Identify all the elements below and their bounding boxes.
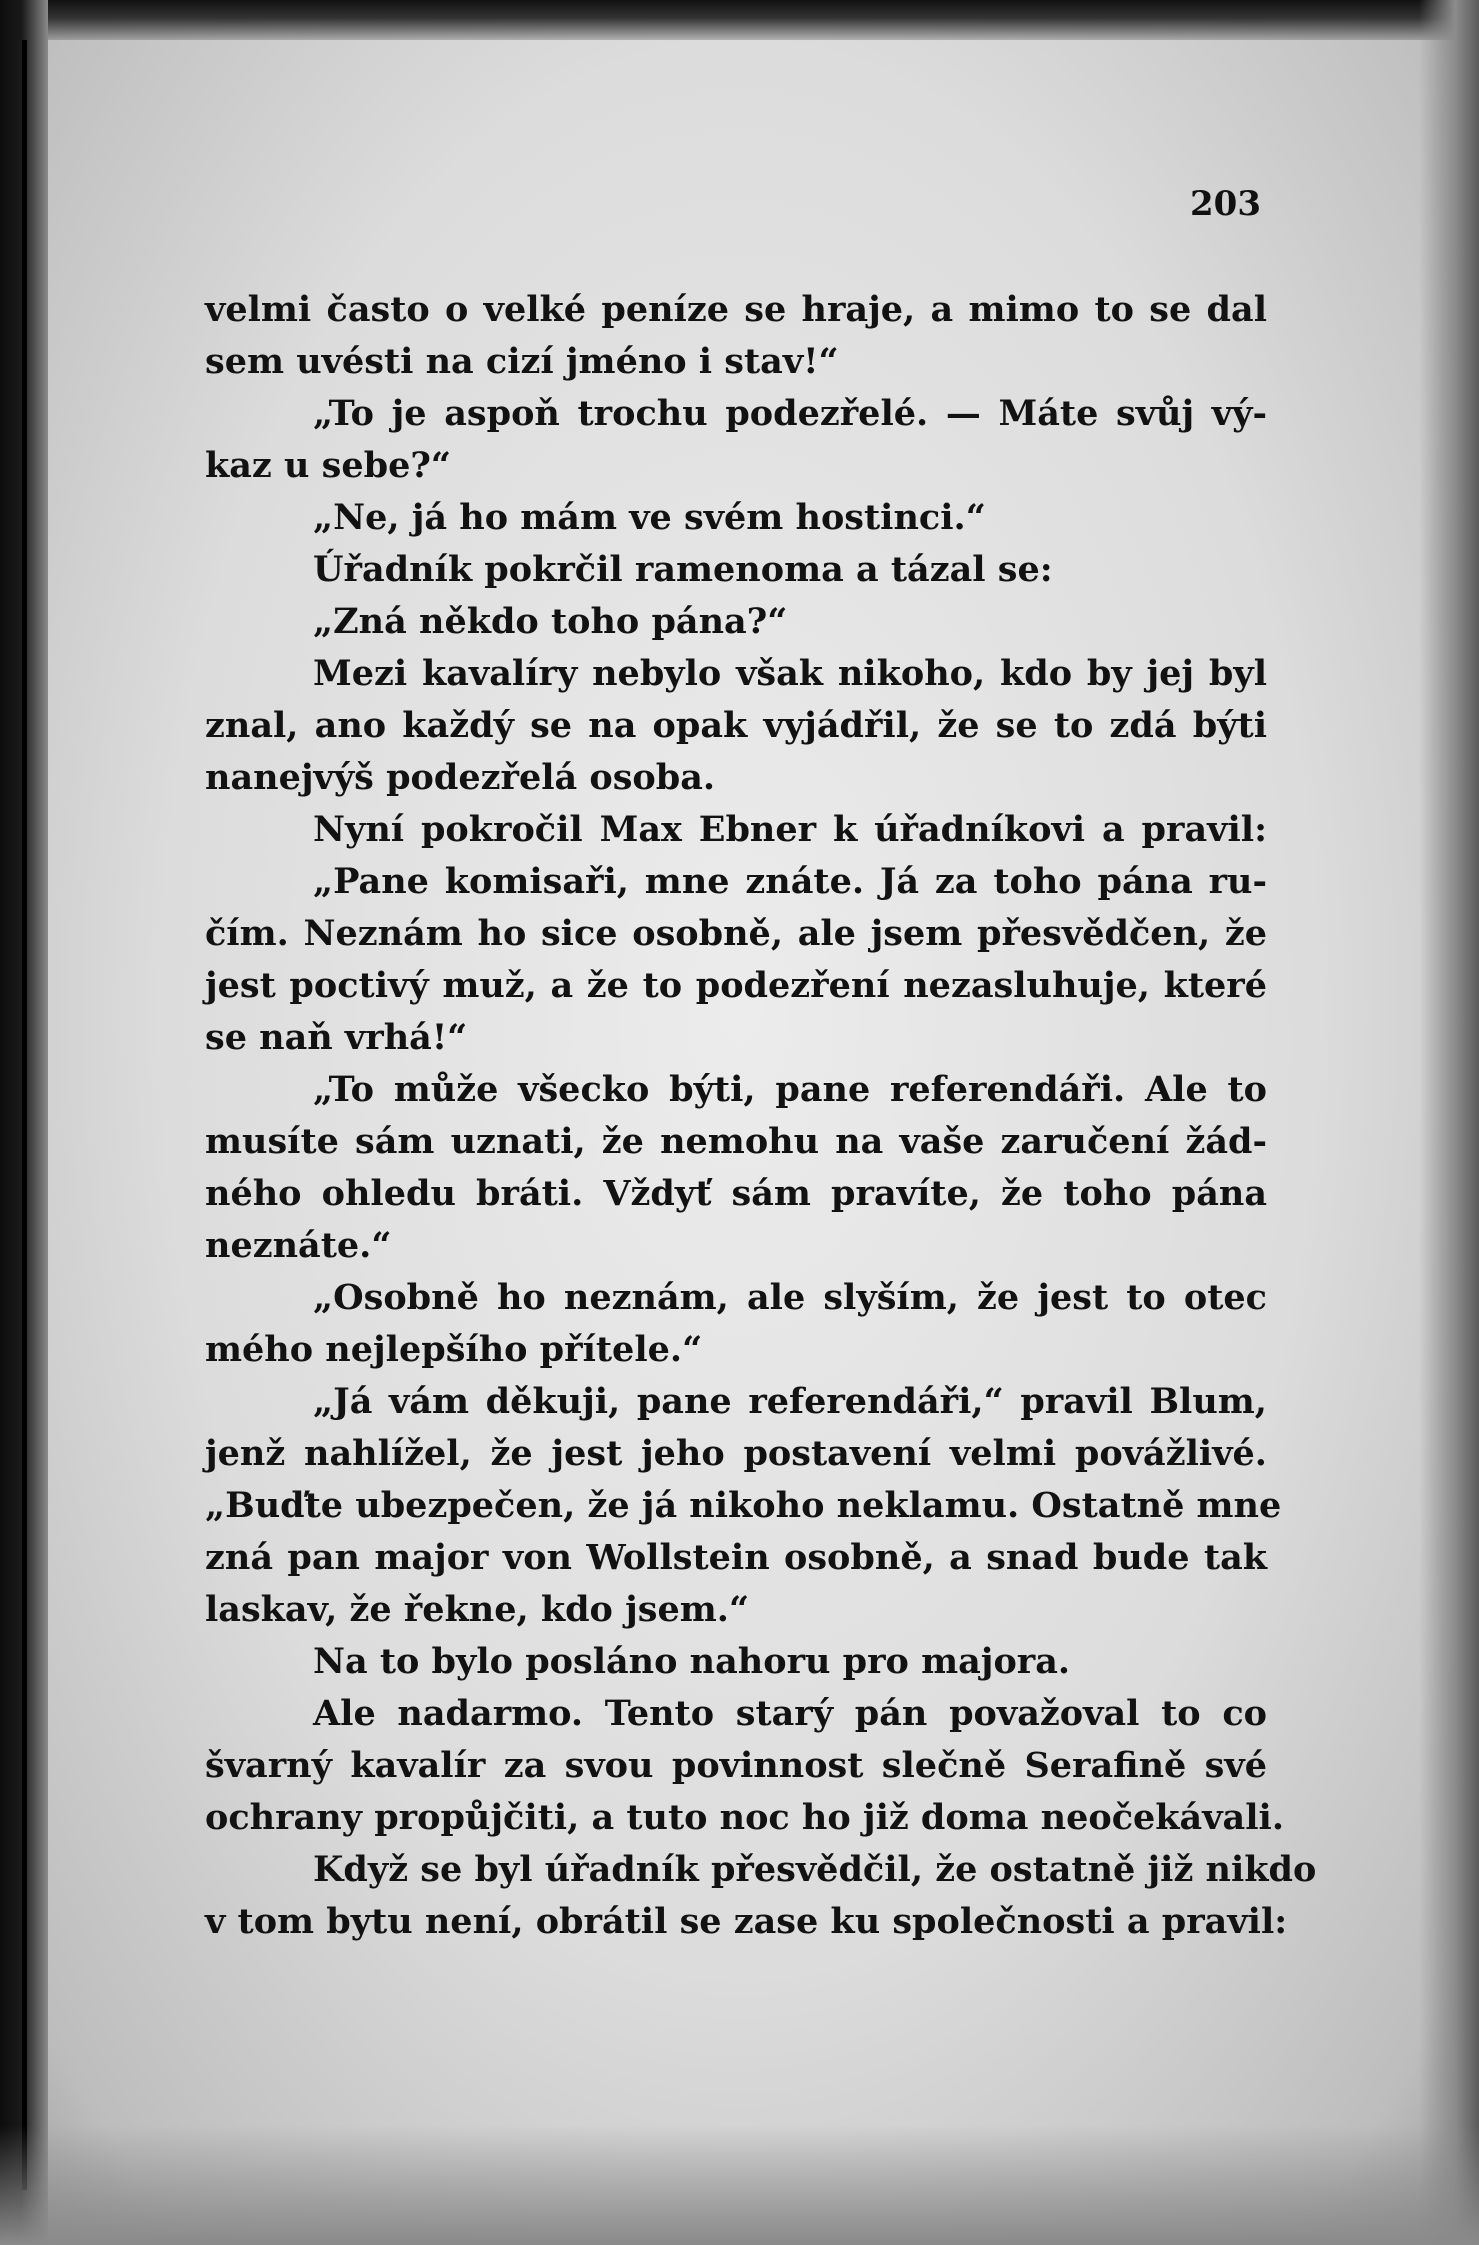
page-number: 203 bbox=[1190, 184, 1261, 224]
text-line: „To je aspoň trochu podezřelé. — Máte svůj vý- bbox=[313, 393, 1267, 434]
text-line: znal, ano každý se na opak vyjádřil, že se to zdá býti bbox=[205, 705, 1267, 746]
text-line: Nyní pokročil Max Ebner k úřadníkovi a pravil: bbox=[313, 809, 1267, 850]
text-line: švarný kavalír za svou povinnost slečně Serafině své bbox=[205, 1745, 1267, 1786]
scan-shadow-right bbox=[1419, 0, 1479, 2245]
text-line: jenž nahlížel, že jest jeho postavení velmi povážlivé. bbox=[205, 1433, 1267, 1474]
book-spine-edge bbox=[22, 40, 27, 2190]
text-line: Na to bylo posláno nahoru pro majora. bbox=[313, 1641, 1071, 1682]
text-line: sem uvésti na cizí jméno i stav!“ bbox=[205, 341, 839, 382]
text-line: „Osobně ho neznám, ale slyším, že jest to otec bbox=[313, 1277, 1267, 1318]
scan-shadow-top bbox=[0, 0, 1479, 40]
text-line: neznáte.“ bbox=[205, 1225, 392, 1266]
text-line: mého nejlepšího přítele.“ bbox=[205, 1329, 703, 1370]
text-line: Když se byl úřadník přesvědčil, že ostatně již nikdo bbox=[313, 1849, 1317, 1890]
text-line: musíte sám uznati, že nemohu na vaše zaručení žád- bbox=[205, 1121, 1267, 1162]
text-line: velmi často o velké peníze se hraje, a mimo to se dal bbox=[205, 289, 1267, 330]
scan-shadow-bottom bbox=[0, 2125, 1479, 2245]
text-line: „Já vám děkuji, pane referendáři,“ pravil Blum, bbox=[313, 1381, 1267, 1422]
text-line: v tom bytu není, obrátil se zase ku společnosti a pravil: bbox=[205, 1901, 1288, 1942]
text-line: Úřadník pokrčil ramenoma a tázal se: bbox=[313, 549, 1053, 590]
text-line: ného ohledu bráti. Vždyť sám pravíte, že toho pána bbox=[205, 1173, 1267, 1214]
text-line: „Ne, já ho mám ve svém hostinci.“ bbox=[313, 497, 986, 538]
text-line: „Pane komisaři, mne znáte. Já za toho pána ru- bbox=[313, 861, 1267, 902]
text-line: se naň vrhá!“ bbox=[205, 1017, 468, 1058]
text-line: jest poctivý muž, a že to podezření nezasluhuje, které bbox=[205, 965, 1267, 1006]
text-line: Ale nadarmo. Tento starý pán považoval to co bbox=[313, 1693, 1267, 1734]
text-line: nanejvýš podezřelá osoba. bbox=[205, 757, 716, 798]
body-text bbox=[205, 284, 1317, 1948]
text-line: zná pan major von Wollstein osobně, a snad bude tak bbox=[205, 1537, 1267, 1578]
text-line: kaz u sebe?“ bbox=[205, 445, 451, 486]
text-line: „Buďte ubezpečen, že já nikoho neklamu. Ostatně mne bbox=[205, 1485, 1282, 1526]
text-line: „To může všecko býti, pane referendáři. Ale to bbox=[313, 1069, 1267, 1110]
text-line: ochrany propůjčiti, a tuto noc ho již doma neočekávali. bbox=[205, 1797, 1285, 1838]
text-line: Mezi kavalíry nebylo však nikoho, kdo by jej byl bbox=[313, 653, 1267, 694]
text-line: laskav, že řekne, kdo jsem.“ bbox=[205, 1589, 750, 1630]
text-line: „Zná někdo toho pána?“ bbox=[313, 601, 788, 642]
text-line: čím. Neznám ho sice osobně, ale jsem přesvědčen, že bbox=[205, 913, 1267, 954]
